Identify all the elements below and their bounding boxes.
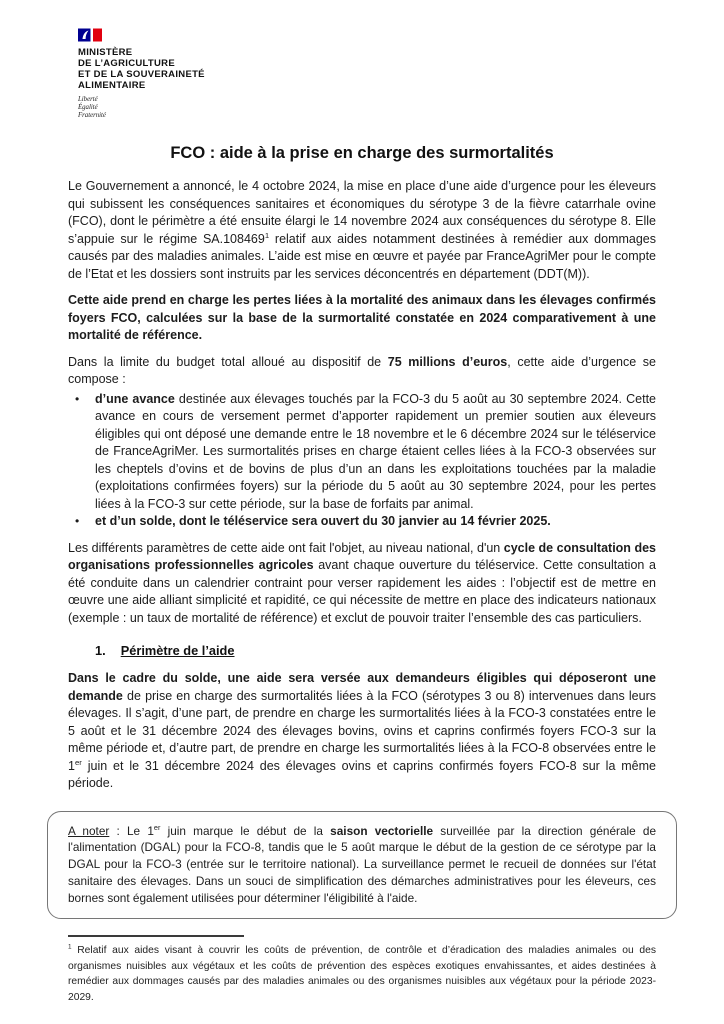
paragraph-budget: Dans la limite du budget total alloué au dispositif de 75 millions d’euros, cette aide d’urgence se compose : [68, 354, 656, 386]
document-title: FCO : aide à la prise en charge des surmortalités [170, 144, 554, 162]
paragraph-consultation: Les différents paramètres de cette aide ont fait l'objet, au niveau national, d'un cycle de consultation des organisations professionnelles agricoles avant chaque ouverture du téléservice. Cette consultation a été conduite dans un calendrier contraint pour verser rapidement les aides : l’objectif est de mettre en œuvre une aide alliant simplicité et rapidité, ce qui nécessite de mettre en place des indicateurs nationaux (exemple : un taux de mortalité de référence) et exclut de pouvoir traiter l’ensemble des cas particuliers. [68, 540, 656, 625]
section-number: 1. [95, 643, 106, 658]
note-box: A noter : Le 1er juin marque le début de la saison vectorielle surveillée par la direction générale de l'alimentation (DGAL) pour la FCO-8, tandis que le 5 août marque le début de la gestion de ce sérotype par la DGAL pour la FCO-3 (entrée sur le territoire national). La surveillance permet le recueil de données sur l'état sanitaire des élevages. Dans un souci de simplification des démarches administratives pour les éleveurs, ces bornes sont également utilisées pour déterminer l'éligibilité à l'aide. [47, 811, 677, 920]
bullet-item-avance [68, 391, 656, 514]
bullet-item-solde [68, 513, 656, 531]
footnote: $^1$ Relatif aux aides visant à couvrir les coûts de prévention, de contrôle et d’éradication des maladies animales ou des organismes nuisibles aux végétaux et les coûts de prévention des espèces exotiques envahissantes, et aides destinées à remédier aux dommages causés par des maladies animales ou des organismes nuisibles aux végétaux pour la période 2023-2029. [68, 944, 656, 1003]
footnote-separator [68, 935, 244, 937]
french-flag-icon [78, 28, 724, 42]
ministry-name [78, 47, 724, 91]
paragraph-intro: Le Gouvernement a annoncé, le 4 octobre 2024, la mise en place d’une aide d’urgence pour les éleveurs qui subissent les conséquences sanitaires et économiques du sérotype 3 de la fièvre catarrhale ovine (FCO), dont le périmètre a été ensuite élargi le 14 novembre 2024 aux conséquences du sérotype 8. Elle s’appuie sur le régime SA.108469$^1$ relatif aux aides notamment destinées à remédier aux dommages causés par des maladies animales. L’aide est mise en œuvre et payée par FranceAgriMer pour le compte de l’Etat et les dossiers sont instruits par les services déconcentrés en département (DDT(M)). [68, 179, 656, 281]
bullet-text: d’une avance destinée aux élevages touchés par la FCO-3 du 5 août au 30 septembre 2024. Cette avance en cours de versement permet d’apporter rapidement un premier soutien aux éleveurs éligibles qui ont déposé une demande entre le 18 novembre et le 6 décembre 2024 sur le téléservice de FranceAgriMer. Les surmortalités prises en charge étaient celles liées à la FCO-3 observées sur les cheptels d’ovins et de bovins de plus d’un an dans les exploitations touchées par la maladie (exploitations confirmées foyers) sur la période du 5 août au 30 septembre 2024, pour les pertes liées à la FCO-3 sur cette période, sur la base de forfaits par animal. [95, 391, 656, 511]
motto-line: Liberté [78, 96, 98, 103]
ministry-line: DE L’AGRICULTURE [78, 58, 175, 69]
republic-motto [78, 96, 724, 120]
ministry-line: ET DE LA SOUVERAINETÉ [78, 69, 205, 80]
motto-line: Égalité [78, 104, 98, 111]
ministry-logo [0, 0, 724, 120]
paragraph-aid-scope-bold: Cette aide prend en charge les pertes liées à la mortalité des animaux dans les élevages confirmés foyers FCO, calculées sur la base de la surmortalité constatée en 2024 comparativement à une mortalité de référence. [68, 293, 656, 342]
bullet-dot: • [75, 514, 80, 528]
ministry-line: ALIMENTAIRE [78, 80, 146, 91]
section-heading-perimetre [68, 643, 656, 658]
section-title: Périmètre de l’aide [120, 643, 235, 658]
paragraph-solde-details: Dans le cadre du solde, une aide sera versée aux demandeurs éligibles qui déposeront une demande de prise en charge des surmortalités liées à la FCO (sérotypes 3 ou 8) intervenues dans leurs élevages. Il s’agit, d’une part, de prendre en charge les surmortalités liées à la FCO-3 constatées entre le 5 août et le 31 décembre 2024 des élevages bovins, ovins et caprins confirmés foyers FCO-3 sur la même période et, d’autre part, de prendre en charge les surmortalités liées à la FCO-8 observées entre le 1er juin et le 31 décembre 2024 des élevages ovins et caprins confirmés foyers FCO-8 sur la même période. [68, 671, 656, 790]
motto-line: Fraternité [78, 112, 106, 119]
bullet-dot: • [75, 391, 80, 406]
bullet-list [68, 391, 656, 531]
bullet-text: et d’un solde, dont le téléservice sera ouvert du 30 janvier au 14 février 2025. [95, 514, 551, 528]
ministry-line: MINISTÈRE [78, 47, 133, 58]
